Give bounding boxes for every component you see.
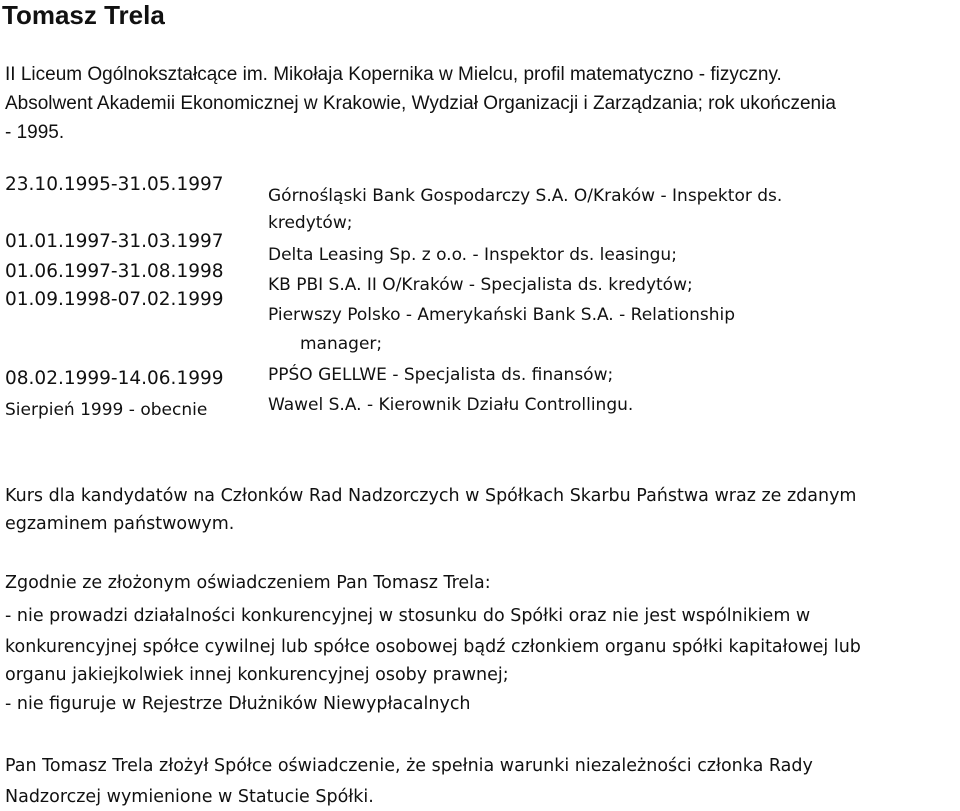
statement-line-2: Nadzorczej wymienione w Statucie Spółki. [5, 787, 374, 807]
course-line-1: Kurs dla kandydatów na Członków Rad Nadzorczych w Spółkach Skarbu Państwa wraz ze zdanym [5, 486, 857, 506]
declaration-line-4: organu jakiejkolwiek innej konkurencyjnej osoby prawnej; [5, 665, 509, 685]
statement-line-1: Pan Tomasz Trela złożył Spółce oświadczenie, że spełnia warunki niezależności członka Rady [5, 756, 813, 776]
career-job-2: Delta Leasing Sp. z o.o. - Inspektor ds. leasingu; [268, 245, 677, 265]
career-date-5: 08.02.1999-14.06.1999 [5, 368, 224, 389]
declaration-line-5: - nie figuruje w Rejestrze Dłużników Niewypłacalnych [5, 694, 471, 714]
career-job-6: Wawel S.A. - Kierownik Działu Controllingu. [268, 395, 634, 415]
career-date-3: 01.06.1997-31.08.1998 [5, 261, 224, 282]
career-job-1: Górnośląski Bank Gospodarczy S.A. O/Kraków - Inspektor ds. [268, 186, 783, 206]
career-date-2: 01.01.1997-31.03.1997 [5, 231, 224, 252]
education-line-2: Absolwent Akademii Ekonomicznej w Krakowie, Wydział Organizacji i Zarządzania; rok ukończenia [5, 93, 836, 114]
course-line-2: egzaminem państwowym. [5, 514, 235, 534]
declaration-line-3: konkurencyjnej spółce cywilnej lub spółce osobowej bądź członkiem organu spółki kapitałowej lub [5, 637, 861, 657]
career-job-4-cont: manager; [300, 334, 383, 354]
career-job-3: KB PBI S.A. II O/Kraków - Specjalista ds. kredytów; [268, 275, 693, 295]
declaration-line-1: Zgodnie ze złożonym oświadczeniem Pan Tomasz Trela: [5, 573, 491, 593]
declaration-line-2: - nie prowadzi działalności konkurencyjnej w stosunku do Spółki oraz nie jest wspólnikiem w [5, 606, 811, 626]
education-line-1: II Liceum Ogólnokształcące im. Mikołaja Kopernika w Mielcu, profil matematyczno - fizyczny. [5, 64, 782, 85]
career-date-4: 01.09.1998-07.02.1999 [5, 289, 224, 310]
education-line-3: - 1995. [5, 122, 65, 143]
career-job-5: PPŚO GELLWE - Specjalista ds. finansów; [268, 365, 614, 385]
career-date-6: Sierpień 1999 - obecnie [5, 400, 208, 420]
career-job-4: Pierwszy Polsko - Amerykański Bank S.A. - Relationship [268, 305, 736, 325]
person-name: Tomasz Trela [2, 0, 165, 30]
career-date-1: 23.10.1995-31.05.1997 [5, 174, 224, 195]
career-job-1-cont: kredytów; [268, 213, 353, 233]
